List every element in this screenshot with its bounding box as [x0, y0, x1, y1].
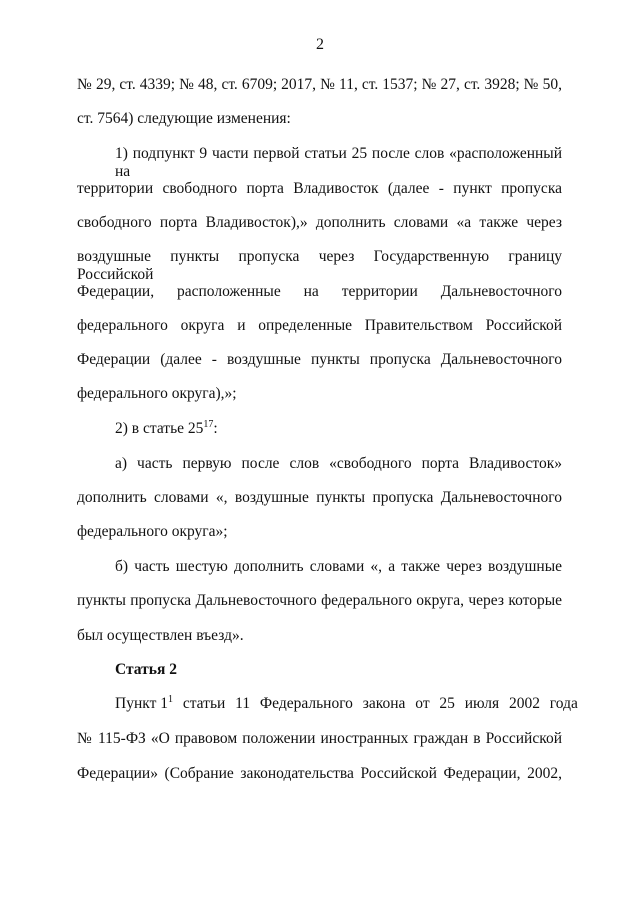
list-item-label: 2) в статье 25	[115, 420, 204, 437]
page-number: 2	[316, 36, 324, 53]
text-line	[115, 693, 578, 713]
text-line: был осуществлен въезд».	[77, 627, 244, 644]
text-line: Федерации, расположенные на территории Дальневосточного	[77, 283, 562, 300]
text-line: пункты пропуска Дальневосточного федерального округа, через которые	[77, 592, 562, 609]
point-label: Пункт 1	[115, 695, 168, 712]
text-line: ст. 7564) следующие изменения:	[77, 110, 291, 127]
line-suffix: :	[213, 420, 218, 437]
text-line: федерального округа и определенные Правительством Российской	[77, 317, 562, 334]
text-line: № 115-ФЗ «О правовом положении иностранных граждан в Российской	[77, 730, 562, 747]
text-line: территории свободного порта Владивосток (далее - пункт пропуска	[77, 180, 562, 197]
text-line: воздушные пункты пропуска через Государственную границу Российской	[77, 248, 562, 283]
superscript: 1	[167, 693, 173, 705]
text-line: свободного порта Владивосток),» дополнить словами «а также через	[77, 214, 562, 231]
text-line: Федерации (далее - воздушные пункты пропуска Дальневосточного	[77, 351, 562, 368]
superscript: 17	[203, 418, 214, 430]
point-continuation: статьи 11 Федерального закона от 25 июля 2002 года	[182, 695, 578, 712]
text-line: а) часть первую после слов «свободного порта Владивосток»	[115, 455, 562, 472]
text-line: № 29, ст. 4339; № 48, ст. 6709; 2017, № 11, ст. 1537; № 27, ст. 3928; № 50,	[77, 76, 562, 93]
text-line: федерального округа»;	[77, 523, 228, 540]
text-line	[115, 420, 562, 438]
article-heading: Статья 2	[115, 661, 177, 678]
text-line: федерального округа),»;	[77, 385, 237, 402]
text-line: б) часть шестую дополнить словами «, а также через воздушные	[115, 558, 562, 575]
text-line: 1) подпункт 9 части первой статьи 25 после слов «расположенный на	[115, 145, 562, 180]
text-line: дополнить словами «, воздушные пункты пропуска Дальневосточного	[77, 489, 562, 506]
text-line: Федерации» (Собрание законодательства Российской Федерации, 2002,	[77, 765, 562, 782]
